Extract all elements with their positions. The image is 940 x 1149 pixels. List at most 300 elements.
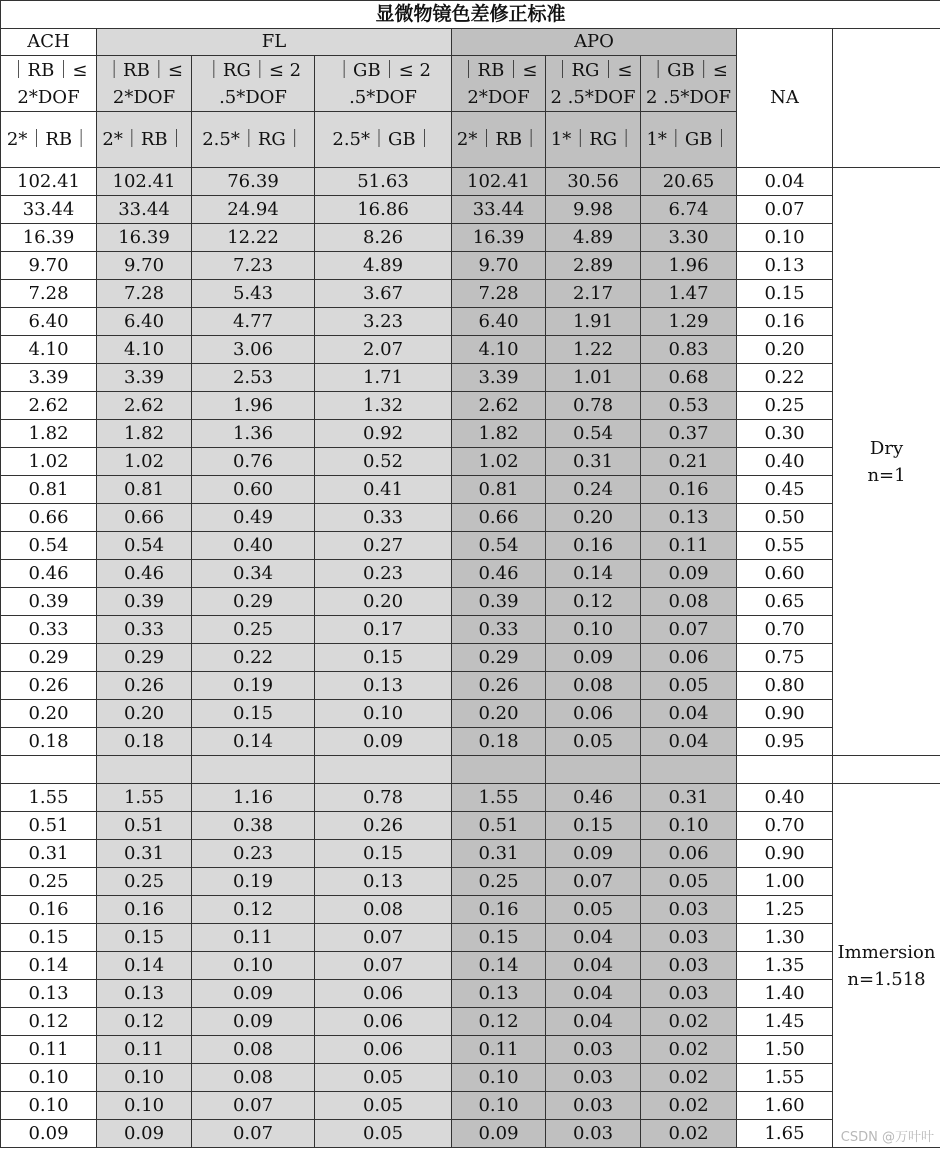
cell-na: 1.60 [737,1092,833,1120]
fl-condition-rb: ｜RB｜≤ 2*DOF [97,56,192,112]
apo-condition-rb: ｜RB｜≤ 2*DOF [452,56,546,112]
cell-ach-rb: 0.46 [1,560,97,588]
cell-apo-rg: 2.17 [546,280,641,308]
cell-apo-rb: 0.14 [452,952,546,980]
cell-apo-rg: 0.09 [546,840,641,868]
spacer-cell [452,756,546,784]
cell-fl-gb: 0.08 [315,896,452,924]
cell-apo-gb: 1.47 [641,280,737,308]
cell-na: 0.04 [737,168,833,196]
cell-apo-rg: 0.03 [546,1092,641,1120]
cell-na: 0.45 [737,476,833,504]
cell-ach-rb: 3.39 [1,364,97,392]
cell-apo-rb: 4.10 [452,336,546,364]
cell-fl-rg: 76.39 [192,168,315,196]
cell-fl-rb: 2.62 [97,392,192,420]
cell-na: 0.10 [737,224,833,252]
cell-ach-rb: 0.14 [1,952,97,980]
cell-fl-gb: 1.71 [315,364,452,392]
apo-condition-rg: ｜RG｜≤ 2 .5*DOF [546,56,641,112]
spacer-cell [641,756,737,784]
cell-fl-rg: 0.10 [192,952,315,980]
cell-apo-rg: 0.20 [546,504,641,532]
cell-apo-rg: 0.03 [546,1036,641,1064]
cell-fl-rg: 0.49 [192,504,315,532]
cell-fl-gb: 0.23 [315,560,452,588]
table-row [1,448,940,476]
cell-fl-rg: 0.60 [192,476,315,504]
cell-fl-rg: 0.08 [192,1064,315,1092]
cell-apo-rb: 0.54 [452,532,546,560]
watermark: CSDN @万叶叶 [840,1130,934,1145]
cell-fl-rg: 0.22 [192,644,315,672]
cell-apo-rb: 0.39 [452,588,546,616]
cell-apo-gb: 0.02 [641,1092,737,1120]
group-ach: ACH [1,29,97,56]
cell-fl-rb: 6.40 [97,308,192,336]
cell-fl-rb: 9.70 [97,252,192,280]
cell-apo-rg: 0.05 [546,896,641,924]
cell-apo-rb: 33.44 [452,196,546,224]
cell-apo-rg: 0.15 [546,812,641,840]
cell-fl-rb: 0.10 [97,1092,192,1120]
cell-fl-rb: 0.26 [97,672,192,700]
cell-ach-rb: 1.02 [1,448,97,476]
cell-ach-rb: 0.54 [1,532,97,560]
fl-condition-rg: ｜RG｜≤ 2 .5*DOF [192,56,315,112]
cell-ach-rb: 0.20 [1,700,97,728]
cell-apo-gb: 0.05 [641,868,737,896]
cell-apo-rg: 0.46 [546,784,641,812]
cell-fl-rb: 0.33 [97,616,192,644]
cell-fl-rg: 1.96 [192,392,315,420]
cell-na: 0.30 [737,420,833,448]
cell-fl-gb: 8.26 [315,224,452,252]
fl-condition-gb: ｜GB｜≤ 2 .5*DOF [315,56,452,112]
spacer-cell [833,756,940,784]
cell-apo-rb: 0.33 [452,616,546,644]
cell-apo-rb: 0.26 [452,672,546,700]
cell-ach-rb: 0.51 [1,812,97,840]
cell-apo-gb: 0.31 [641,784,737,812]
cell-fl-rg: 0.14 [192,728,315,756]
cell-fl-rg: 0.11 [192,924,315,952]
cell-apo-gb: 0.02 [641,1120,737,1148]
cell-ach-rb: 2.62 [1,392,97,420]
table-row [1,196,940,224]
table-row [1,532,940,560]
table-row [1,784,940,812]
apo-condition-gb: ｜GB｜≤ 2 .5*DOF [641,56,737,112]
table-row [1,644,940,672]
table-row [1,1036,940,1064]
cell-na: 1.45 [737,1008,833,1036]
table-row [1,924,940,952]
cell-fl-rb: 0.10 [97,1064,192,1092]
table-row [1,868,940,896]
cell-na: 0.90 [737,840,833,868]
spacer-cell [97,756,192,784]
cell-apo-gb: 0.06 [641,644,737,672]
cell-apo-gb: 0.08 [641,588,737,616]
cell-apo-rg: 0.54 [546,420,641,448]
cell-apo-rg: 4.89 [546,224,641,252]
cell-apo-rb: 0.51 [452,812,546,840]
cell-fl-rg: 0.29 [192,588,315,616]
cell-fl-gb: 0.41 [315,476,452,504]
table-row [1,1064,940,1092]
cell-fl-rg: 7.23 [192,252,315,280]
spacer-cell [546,756,641,784]
cell-apo-rg: 9.98 [546,196,641,224]
cell-ach-rb: 4.10 [1,336,97,364]
cell-ach-rb: 0.10 [1,1092,97,1120]
na-header: NA [737,29,833,168]
cell-fl-gb: 0.33 [315,504,452,532]
cell-ach-rb: 0.15 [1,924,97,952]
medium-immersion-label [833,784,940,1148]
cell-apo-rg: 1.01 [546,364,641,392]
cell-fl-rg: 1.36 [192,420,315,448]
cell-apo-gb: 0.02 [641,1064,737,1092]
cell-na: 0.50 [737,504,833,532]
cell-fl-gb: 0.10 [315,700,452,728]
cell-na: 0.25 [737,392,833,420]
cell-fl-rb: 16.39 [97,224,192,252]
cell-apo-gb: 0.16 [641,476,737,504]
cell-apo-rg: 0.16 [546,532,641,560]
cell-fl-rg: 0.07 [192,1092,315,1120]
cell-na: 0.16 [737,308,833,336]
cell-apo-gb: 20.65 [641,168,737,196]
cell-na: 0.75 [737,644,833,672]
cell-fl-rb: 0.13 [97,980,192,1008]
cell-apo-rb: 0.15 [452,924,546,952]
cell-apo-gb: 0.02 [641,1036,737,1064]
table-row [1,308,940,336]
cell-ach-rb: 7.28 [1,280,97,308]
cell-fl-rb: 7.28 [97,280,192,308]
cell-na: 0.70 [737,812,833,840]
cell-ach-rb: 0.25 [1,868,97,896]
cell-apo-rg: 0.10 [546,616,641,644]
table-row [1,1120,940,1148]
cell-fl-rg: 0.09 [192,1008,315,1036]
cell-apo-gb: 0.06 [641,840,737,868]
cell-apo-rb: 1.55 [452,784,546,812]
cell-na: 1.30 [737,924,833,952]
cell-ach-rb: 0.81 [1,476,97,504]
cell-fl-rb: 1.82 [97,420,192,448]
cell-apo-rg: 0.06 [546,700,641,728]
spacer-cell [1,756,97,784]
cell-ach-rb: 0.33 [1,616,97,644]
cell-fl-rg: 0.25 [192,616,315,644]
cell-fl-rb: 0.15 [97,924,192,952]
cell-fl-rb: 0.16 [97,896,192,924]
cell-na: 0.90 [737,700,833,728]
table-row [1,896,940,924]
cell-ach-rb: 1.82 [1,420,97,448]
cell-apo-gb: 3.30 [641,224,737,252]
spacer-cell [192,756,315,784]
cell-fl-rg: 0.23 [192,840,315,868]
cell-fl-rb: 0.66 [97,504,192,532]
cell-apo-gb: 0.11 [641,532,737,560]
cell-apo-gb: 1.96 [641,252,737,280]
cell-fl-gb: 0.15 [315,644,452,672]
cell-apo-rb: 0.29 [452,644,546,672]
cell-fl-rg: 0.19 [192,868,315,896]
cell-ach-rb: 33.44 [1,196,97,224]
cell-fl-rg: 0.12 [192,896,315,924]
cell-apo-gb: 0.05 [641,672,737,700]
cell-apo-gb: 0.03 [641,896,737,924]
cell-apo-rb: 1.02 [452,448,546,476]
cell-fl-gb: 0.06 [315,980,452,1008]
cell-ach-rb: 9.70 [1,252,97,280]
cell-fl-rb: 0.81 [97,476,192,504]
cell-apo-rb: 6.40 [452,308,546,336]
cell-fl-gb: 0.15 [315,840,452,868]
cell-na: 0.65 [737,588,833,616]
cell-fl-rb: 0.20 [97,700,192,728]
cell-fl-rb: 0.29 [97,644,192,672]
cell-fl-gb: 0.13 [315,672,452,700]
cell-apo-rg: 0.09 [546,644,641,672]
cell-fl-gb: 16.86 [315,196,452,224]
table-row [1,700,940,728]
cell-apo-gb: 0.68 [641,364,737,392]
cell-apo-rb: 102.41 [452,168,546,196]
cell-apo-rb: 9.70 [452,252,546,280]
cell-fl-gb: 1.32 [315,392,452,420]
cell-apo-gb: 0.13 [641,504,737,532]
cell-na: 1.00 [737,868,833,896]
cell-fl-rb: 102.41 [97,168,192,196]
table-row [1,364,940,392]
cell-apo-gb: 0.02 [641,1008,737,1036]
cell-fl-gb: 0.07 [315,952,452,980]
cell-na: 0.70 [737,616,833,644]
cell-apo-rg: 0.12 [546,588,641,616]
cell-apo-rb: 0.11 [452,1036,546,1064]
spacer-row [1,756,940,784]
table-row [1,280,940,308]
spacer-cell [315,756,452,784]
cell-na: 0.80 [737,672,833,700]
apo-formula-rg: 1*｜RG｜ [546,112,641,168]
cell-fl-rg: 0.15 [192,700,315,728]
medium-line-1: Dry [869,437,904,459]
cell-fl-rg: 0.76 [192,448,315,476]
cell-fl-rb: 0.14 [97,952,192,980]
cell-fl-gb: 0.05 [315,1064,452,1092]
cell-fl-rb: 0.18 [97,728,192,756]
cell-na: 0.22 [737,364,833,392]
cell-apo-rb: 0.25 [452,868,546,896]
cell-fl-rg: 3.06 [192,336,315,364]
apo-formula-rb: 2*｜RB｜ [452,112,546,168]
cell-ach-rb: 0.39 [1,588,97,616]
cell-fl-gb: 0.92 [315,420,452,448]
cell-apo-rg: 0.04 [546,924,641,952]
cell-na: 0.60 [737,560,833,588]
cell-ach-rb: 0.18 [1,728,97,756]
cell-apo-rb: 0.13 [452,980,546,1008]
cell-apo-rb: 0.10 [452,1092,546,1120]
cell-fl-gb: 3.67 [315,280,452,308]
cell-fl-gb: 0.78 [315,784,452,812]
table-row [1,1008,940,1036]
cell-apo-rg: 0.04 [546,980,641,1008]
cell-fl-gb: 0.17 [315,616,452,644]
cell-fl-rb: 0.39 [97,588,192,616]
cell-na: 0.15 [737,280,833,308]
cell-apo-rb: 0.18 [452,728,546,756]
cell-apo-rg: 1.22 [546,336,641,364]
cell-apo-rg: 0.03 [546,1064,641,1092]
cell-apo-gb: 0.83 [641,336,737,364]
cell-apo-gb: 0.07 [641,616,737,644]
medium-header [833,29,940,168]
table-row [1,616,940,644]
cell-ach-rb: 16.39 [1,224,97,252]
cell-ach-rb: 0.29 [1,644,97,672]
cell-fl-rg: 0.19 [192,672,315,700]
cell-na: 0.55 [737,532,833,560]
spacer-cell [737,756,833,784]
cell-apo-gb: 0.04 [641,728,737,756]
cell-fl-gb: 3.23 [315,308,452,336]
cell-apo-rg: 0.07 [546,868,641,896]
cell-fl-gb: 0.07 [315,924,452,952]
cell-apo-rg: 0.04 [546,1008,641,1036]
cell-apo-rg: 0.08 [546,672,641,700]
cell-fl-rb: 4.10 [97,336,192,364]
medium-dry-label [833,168,940,756]
cell-apo-gb: 0.03 [641,952,737,980]
cell-fl-rb: 0.12 [97,1008,192,1036]
table-row [1,224,940,252]
cell-fl-rb: 3.39 [97,364,192,392]
table-row [1,980,940,1008]
cell-fl-rb: 0.46 [97,560,192,588]
table-row [1,392,940,420]
cell-ach-rb: 0.10 [1,1064,97,1092]
cell-na: 1.25 [737,896,833,924]
cell-ach-rb: 0.11 [1,1036,97,1064]
cell-ach-rb: 0.16 [1,896,97,924]
cell-fl-gb: 0.06 [315,1008,452,1036]
cell-ach-rb: 0.31 [1,840,97,868]
cell-apo-rb: 0.81 [452,476,546,504]
cell-apo-rg: 30.56 [546,168,641,196]
cell-apo-rg: 1.91 [546,308,641,336]
cell-na: 0.40 [737,784,833,812]
table-row [1,168,940,196]
fl-formula-rb: 2*｜RB｜ [97,112,192,168]
cell-fl-rb: 0.11 [97,1036,192,1064]
cell-fl-rb: 1.02 [97,448,192,476]
cell-apo-rb: 0.20 [452,700,546,728]
cell-fl-rg: 0.07 [192,1120,315,1148]
cell-na: 1.40 [737,980,833,1008]
table-row [1,588,940,616]
ach-condition-rb: ｜RB｜≤ 2*DOF [1,56,97,112]
cell-fl-rg: 0.34 [192,560,315,588]
cell-fl-rb: 33.44 [97,196,192,224]
table-row [1,252,940,280]
cell-apo-rb: 0.46 [452,560,546,588]
cell-na: 1.65 [737,1120,833,1148]
cell-fl-gb: 0.20 [315,588,452,616]
cell-apo-gb: 0.04 [641,700,737,728]
medium-line-1: Immersion [837,941,936,963]
table-title: 显微物镜色差修正标准 [1,1,940,29]
cell-apo-gb: 0.03 [641,980,737,1008]
cell-fl-rg: 12.22 [192,224,315,252]
cell-apo-rb: 7.28 [452,280,546,308]
cell-fl-gb: 0.09 [315,728,452,756]
cell-na: 1.35 [737,952,833,980]
cell-apo-rg: 0.05 [546,728,641,756]
cell-apo-rg: 0.14 [546,560,641,588]
cell-apo-gb: 6.74 [641,196,737,224]
table-row [1,728,940,756]
cell-na: 0.40 [737,448,833,476]
cell-fl-rg: 5.43 [192,280,315,308]
table-row [1,812,940,840]
cell-apo-rg: 0.24 [546,476,641,504]
cell-apo-gb: 1.29 [641,308,737,336]
cell-apo-rb: 2.62 [452,392,546,420]
cell-fl-gb: 0.05 [315,1092,452,1120]
cell-ach-rb: 0.13 [1,980,97,1008]
cell-na: 1.55 [737,1064,833,1092]
cell-apo-rb: 0.31 [452,840,546,868]
cell-fl-rg: 0.09 [192,980,315,1008]
cell-fl-gb: 0.27 [315,532,452,560]
apo-formula-gb: 1*｜GB｜ [641,112,737,168]
cell-na: 0.07 [737,196,833,224]
table-row [1,336,940,364]
cell-ach-rb: 0.66 [1,504,97,532]
cell-ach-rb: 0.12 [1,1008,97,1036]
cell-apo-rg: 0.03 [546,1120,641,1148]
cell-na: 1.50 [737,1036,833,1064]
group-apo: APO [452,29,737,56]
cell-na: 0.20 [737,336,833,364]
cell-fl-rg: 0.40 [192,532,315,560]
cell-na: 0.13 [737,252,833,280]
cell-fl-gb: 51.63 [315,168,452,196]
cell-fl-rg: 0.08 [192,1036,315,1064]
cell-fl-rb: 0.09 [97,1120,192,1148]
cell-apo-rb: 1.82 [452,420,546,448]
cell-apo-rb: 3.39 [452,364,546,392]
table-row [1,840,940,868]
cell-apo-rb: 16.39 [452,224,546,252]
cell-apo-rg: 0.31 [546,448,641,476]
table-row [1,672,940,700]
group-fl: FL [97,29,452,56]
table-row [1,476,940,504]
cell-apo-rg: 2.89 [546,252,641,280]
cell-apo-gb: 0.53 [641,392,737,420]
cell-na: 0.95 [737,728,833,756]
cell-apo-gb: 0.10 [641,812,737,840]
